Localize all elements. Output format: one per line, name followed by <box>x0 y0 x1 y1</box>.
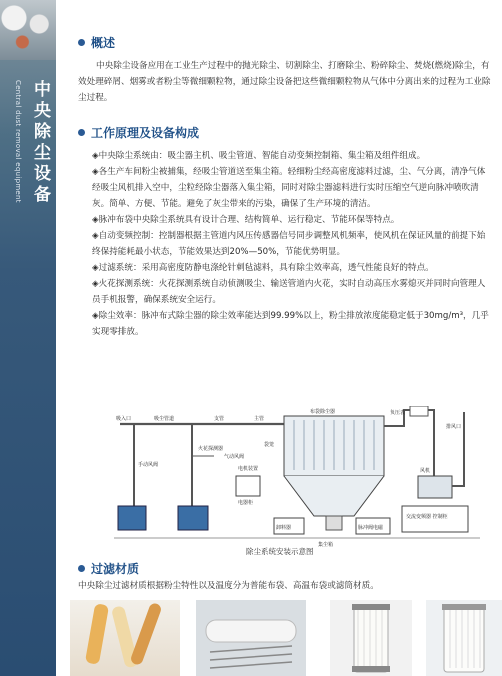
principle-item: ◈各生产车间粉尘被捕集，经吸尘管道送至集尘箱。轻细粉尘经高密度滤料过滤，尘、气分离，清净气体经吸尘风机排入空中，尘粒经除尘器落入集尘箱，同时对除尘器滤料进行实时压缩空气逆向脉冲喷吹清灰。简单、方便、节能。避免了灰尘带来的污染，确保了生产环境的清洁。 <box>92 167 486 209</box>
principle-item: ◈过滤系统：采用高密度防静电涤纶针刺毡滤料，具有除尘效率高，透气性能良好的特点。 <box>92 263 434 273</box>
diagram-label: 火花探测器 <box>198 446 224 452</box>
principle-list <box>92 148 492 340</box>
diagram-label: 布袋除尘器 <box>310 409 336 415</box>
diagram-label: 气动风阀 <box>224 454 245 460</box>
diagram-label: 电器柜 <box>238 500 254 506</box>
filter-bag-photo <box>70 600 180 676</box>
overview-paragraph: 中央除尘设备应用在工业生产过程中的抛光除尘、切割除尘、打磨除尘、粉碎除尘、焚烧(燃烧)除尘，有效处理碎屑、烟雾或者粉尘等微细颗粒物，通过除尘设备把这些微细颗粒物从气体中分离出来的过程为工业除尘过程。 <box>78 61 491 103</box>
cartridge-photo-2 <box>426 600 502 676</box>
sidebar-title: 中央除尘设备 <box>30 80 50 206</box>
overview-heading-text: 概述 <box>91 36 116 50</box>
principle-item: ◈自动变频控制：控制器根据主管道内风压传感器信号同步调整风机频率，使风机在保证风量的前提下始终保持能耗最小状态，节能效果达到20%—50%，节能优势明显。 <box>92 231 486 257</box>
diagram-label: 吸入口 <box>116 416 132 422</box>
diagram-label: 脉冲阀电磁 <box>358 525 384 531</box>
diagram-label: 卸料器 <box>276 525 292 531</box>
diagram-label: 支管 <box>214 416 225 422</box>
diagram-label: 手动风阀 <box>138 462 159 468</box>
diagram-label: 交流变频器 控制柜 <box>406 514 448 520</box>
cartridge-photo <box>330 600 412 676</box>
bullet-icon <box>78 129 85 136</box>
diagram-label: 主管 <box>254 416 265 422</box>
filter-heading <box>78 560 139 577</box>
filter-paragraph: 中央除尘过滤材质根据粉尘特性以及温度分为普能布袋、高温布袋或滤筒材质。 <box>78 581 379 591</box>
industrial-photo <box>0 0 56 60</box>
bullet-icon <box>78 39 85 46</box>
diagram-label: 集尘箱 <box>318 542 334 548</box>
diagram-caption: 除尘系统安装示意图 <box>246 547 314 556</box>
sidebar <box>0 0 56 676</box>
diagram-label: 负压表 <box>390 410 406 416</box>
principle-item: ◈中央除尘系统由：吸尘器主机、吸尘管道、智能自动变频控制箱、集尘箱及组件组成。 <box>92 151 426 161</box>
diagram-label: 吸尘管道 <box>154 416 175 422</box>
bullet-icon <box>78 565 85 572</box>
principle-item: ◈脉冲布袋中央除尘系统具有设计合理、结构简单、运行稳定、节能环保等特点。 <box>92 215 400 225</box>
diagram-label: 排风口 <box>446 424 462 430</box>
principle-heading <box>78 124 199 141</box>
principle-item: ◈火花探测系统：火花探测系统自动侦测吸尘、输送管道内火花，实时自动高压水雾熄灭并同时向管理人员手机报警，确保系统安全运行。 <box>92 279 486 305</box>
dust-system-diagram <box>114 406 480 550</box>
principle-item: ◈除尘效率：脉冲布式除尘器的除尘效率能达到99.99%以上，粉尘排放浓度能稳定低于30mg/m³，几乎实现零排放。 <box>92 311 489 337</box>
bag-cage-photo <box>196 600 306 676</box>
filter-heading-text: 过滤材质 <box>91 562 140 576</box>
overview-text-block <box>78 58 492 106</box>
principle-heading-text: 工作原理及设备构成 <box>91 126 200 140</box>
sidebar-subtitle: Central dust removal equipment <box>14 80 22 203</box>
overview-heading <box>78 34 115 51</box>
diagram-label: 袋笼 <box>264 442 275 448</box>
filter-text-block <box>78 578 492 594</box>
diagram-label: 风机 <box>420 468 431 474</box>
diagram-label: 电机装置 <box>238 466 259 472</box>
